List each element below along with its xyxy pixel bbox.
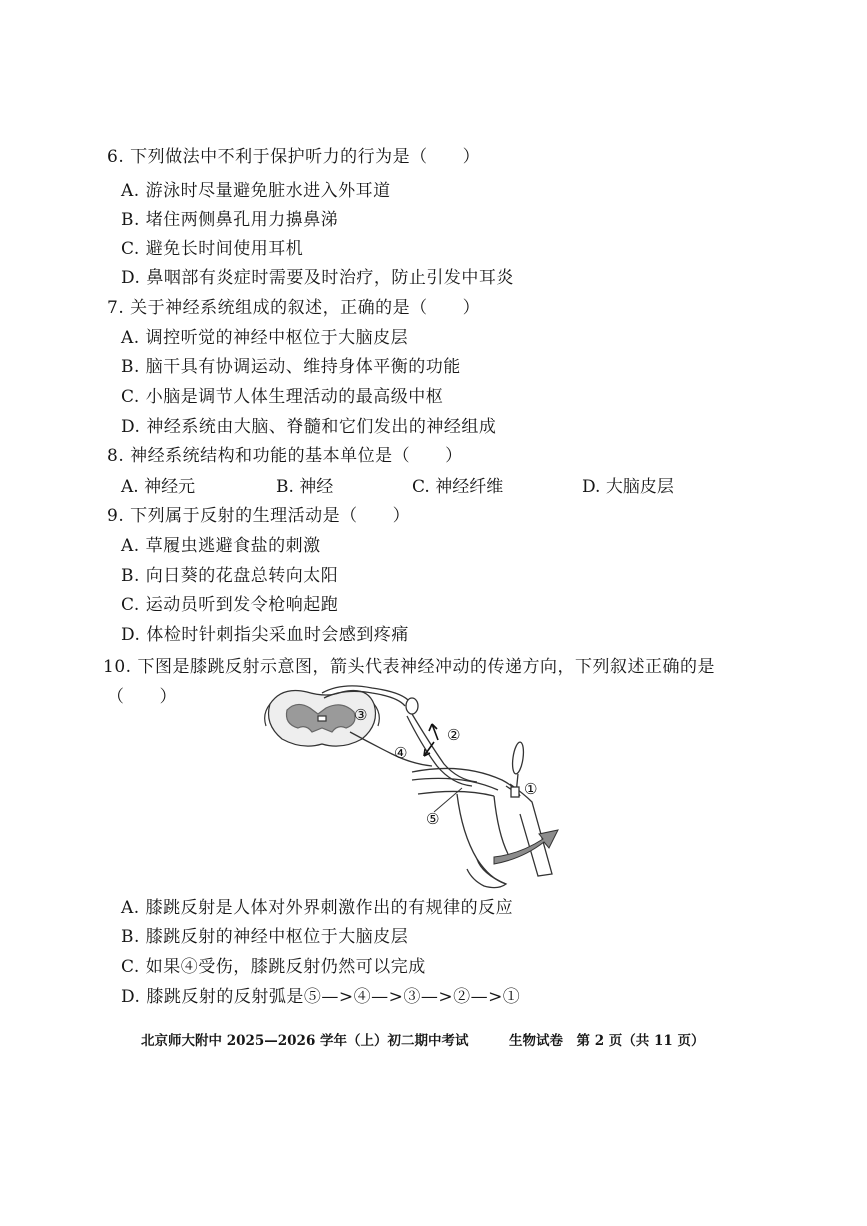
question-7-option-d: D. 神经系统由大脑、脊髓和它们发出的神经组成	[121, 417, 497, 437]
knee-jerk-reflex-figure	[262, 684, 572, 894]
question-10-option-c: C. 如果④受伤，膝跳反射仍然可以完成	[121, 957, 426, 977]
label-5: ⑤	[426, 810, 440, 828]
question-7-option-b: B. 脑干具有协调运动、维持身体平衡的功能	[121, 357, 461, 377]
footer-page-info: 生物试卷 第 2 页（共 11 页）	[509, 1033, 705, 1049]
question-10-option-b: B. 膝跳反射的神经中枢位于大脑皮层	[121, 927, 409, 947]
question-9-option-a: A. 草履虫逃避食盐的刺激	[121, 536, 321, 556]
question-7-stem: 7. 关于神经系统组成的叙述，正确的是（ ）	[107, 298, 481, 318]
question-8-stem: 8. 神经系统结构和功能的基本单位是（ ）	[107, 446, 463, 466]
question-7-option-c: C. 小脑是调节人体生理活动的最高级中枢	[121, 387, 444, 407]
question-8-option-a: A. 神经元	[121, 477, 196, 497]
label-1: ①	[524, 780, 538, 798]
question-10-stem: 10. 下图是膝跳反射示意图，箭头代表神经冲动的传递方向，下列叙述正确的是	[103, 657, 715, 677]
question-6-option-d: D. 鼻咽部有炎症时需要及时治疗，防止引发中耳炎	[121, 268, 514, 288]
question-8-option-c: C. 神经纤维	[412, 477, 504, 497]
question-6-option-b: B. 堵住两侧鼻孔用力擤鼻涕	[121, 210, 339, 230]
question-10-stem-continuation: （ ）	[107, 687, 177, 707]
question-9-option-c: C. 运动员听到发令枪响起跑	[121, 595, 339, 615]
question-6-option-a: A. 游泳时尽量避免脏水进入外耳道	[121, 181, 391, 201]
question-6-stem: 6. 下列做法中不利于保护听力的行为是（ ）	[107, 147, 481, 167]
question-8-option-d: D. 大脑皮层	[582, 477, 674, 497]
label-2: ②	[447, 726, 461, 744]
question-9-option-b: B. 向日葵的花盘总转向太阳	[121, 566, 339, 586]
question-6-option-c: C. 避免长时间使用耳机	[121, 239, 304, 259]
question-9-stem: 9. 下列属于反射的生理活动是（ ）	[107, 506, 411, 526]
label-3: ③	[354, 706, 368, 724]
question-7-option-a: A. 调控听觉的神经中枢位于大脑皮层	[121, 328, 409, 348]
question-10-option-d: D. 膝跳反射的反射弧是⑤—>④—>③—>②—>①	[121, 987, 521, 1007]
question-10-option-a: A. 膝跳反射是人体对外界刺激作出的有规律的反应	[121, 898, 514, 918]
label-4: ④	[394, 744, 408, 762]
figure-labels	[354, 706, 537, 828]
question-8-option-b: B. 神经	[276, 477, 334, 497]
question-9-option-d: D. 体检时针刺指尖采血时会感到疼痛	[121, 625, 409, 645]
footer-school-exam: 北京师大附中 2025—2026 学年（上）初二期中考试	[141, 1033, 469, 1049]
